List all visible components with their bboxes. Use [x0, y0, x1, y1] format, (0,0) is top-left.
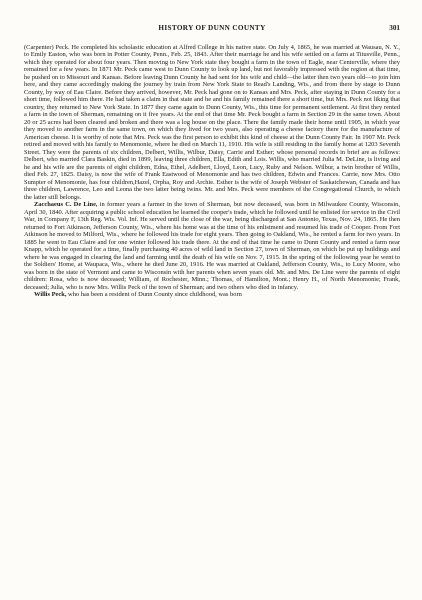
paragraph-peck-continued: [24, 44, 400, 201]
running-title: HISTORY OF DUNN COUNTY: [158, 24, 266, 32]
paragraph-text: (Carpenter) Peck. He completed his scholastic education at Alfred College in his native state. On July 4, 1865, he was married at Wausau, N. Y., to Emily Easton, who was born in Potter County, Penn., Feb. 25, 1843. After their marriage he and his wife settled on a farm at Titusville, Penn., which they operated for about four years. Then moving to New York state they bought a farm in the town of Eagle, near Centerville, where they remained for a few years. In 1871 Mr. Peck came west to Dunn County to look up land, but not favorably impressed with the region at that time, he pushed on to Missouri and Kansas. Before leaving Dunn County he had sent for his wife and child—the latter then two years old—to join him here, and they came accordingly making the journey by train from New York State to Read's Landing, Wis., and from there by stage to Dunn County, by way of Eau Claire. Before they arrived, however, Mr. Peck had gone on to Kansas and Mrs. Peck, after staying in Dunn County for a short time, followed him there. He had taken a claim in that state and he and his family remained there a short time, but Mrs. Peck not liking that country, they returned to New York State. In 1877 they came again to Dunn County, Wis., this time for permanent settlement. At first they rented a farm in the town of Sherman, remaining on it five years. At the end of that time Mr. Peck bought a farm in Section 29 in the same town. About 20 or 25 acres had been cleared and broken and there was a log house on the place. There the family made their home until 1905, in which year they moved to another farm in the same town, on which they lived for two years, also operating a cheese factory there for the manufacture of American cheese. It is worthy of note that Mrs. Peck was the first person to exhibit this kind of cheese at the Dunn County Fair. In 1907 Mr. Peck retired and moved with his family to Menomonie, where he died on March 11, 1910. His wife is still residing in the family home at 1203 Seventh Street. They were the parents of six children, Delbert, Willis, Wilbur, Daisy, Carrie and Esther; whose personal records in brief are as follows: Delbert, who married Clara Baskin, died in 1899, leaving three children, Ella, Edith and Lois. Willis, who married Julia M. DeLine, is living and he and his wife are the parents of eight children, Edna, Ethel, Adelbert, Lloyd, Leon, Lucy, Ruby and Nelson. Wilbur, a twin brother of Willis, died Feb. 27, 1825. Daisy, is now the wife of Frank Eastwood of Menomonie and has two children, Edwin and Frances. Carrie, now Mrs. Otto Sumpter of Menomonie, has four children,Hazel, Orpha, Roy and Archie. Esther is the wife of Joseph Webster of Saskatchewan, Canada and has three children, Lawrence, Leo and Leona the two latter being twins. Mr. and Mrs. Peck were members of the Congregational Church, to which the latter still belongs.: [24, 44, 400, 201]
paragraph-zacchaeus-de-line: [24, 201, 400, 291]
paragraph-willis-peck: [24, 291, 400, 298]
page-header: [24, 0, 400, 44]
paragraph-text: in former years a farmer in the town of Sherman, but now deceased, was born in Milwaukee County, Wisconsin, April 30, 1840. After acquiring a public school education he learned the cooper's trade, which he followed until he enlisted for service in the Civil War, in Company F, 13th Reg. Wis. Vol. Inf. He served until the close of the war, being discharged at San Antonio, Texas, Nov. 24, 1865. He then returned to Fort Atkinson, Jefferson County, Wis., where his home was at the time of his enlistment and resumed his trade of Cooper. From Fort Atkinson he moved to Milford, Wis., where he followed his trade for eight years. Then going to Oakland, Wis., he rented a farm for two years. In 1885 he went to Eau Claire and for one winter followed his trade there. At the end of that time he came to Dunn County and rented a farm near Knapp, which he operated for a time, finally purchasing 40 acres of wild land in Section 27, town of Sherman, on which he put up buildings and where he was engaged in clearing the land and farming until the death of his wife on Nov. 7, 1915. In the spring of the following year he went to the Soldiers' Home, at Waupaca, Wis., where he died June 20, 1916. He was married at Oakland, Jefferson County, Wis., to Lucy Moore, who was born in the state of Vermont and came to Wisconsin with her parents when seven years old. Mr. and Mrs. De Line were the parents of eight children: Rosa, who is now deceased; William, of Rochester, Minn.; Thomas, of Hamilton, Mont.; Henry H., of North Menomonie; Frank, deceased; Julia, who is now Mrs. Willis Peck of the town of Sherman; and two others who died in infancy.: [24, 201, 400, 291]
biography-name: Willis Peck,: [34, 290, 67, 298]
body-text: [24, 44, 400, 298]
page-number: 301: [389, 24, 400, 32]
paragraph-text: who has been a resident of Dunn County since childhood, was born: [66, 290, 242, 298]
biography-name: Zacchaeus C. De Line,: [34, 201, 98, 209]
